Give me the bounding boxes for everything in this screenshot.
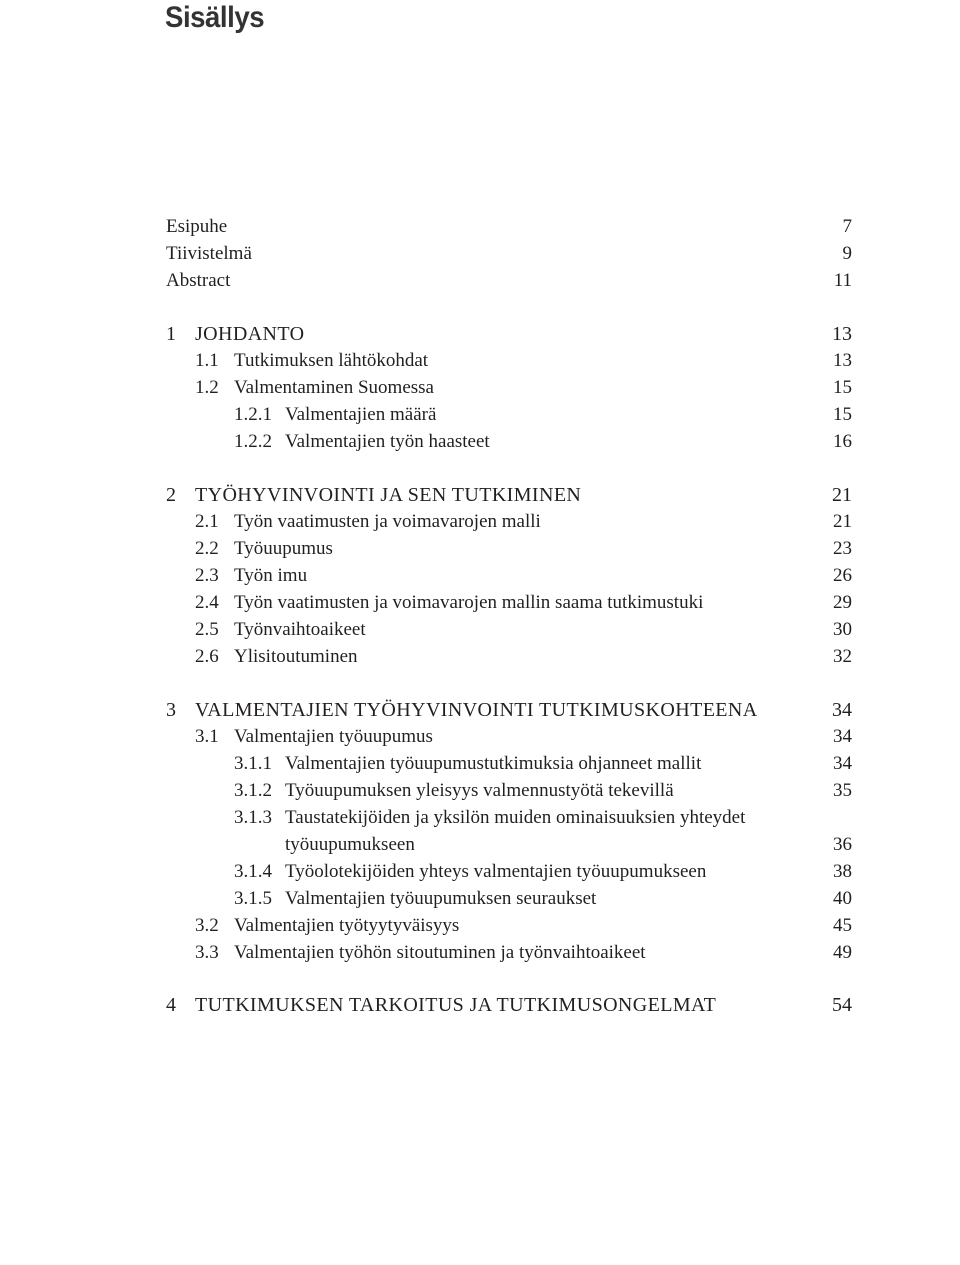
toc-entry-number: 2.3	[195, 565, 219, 586]
toc-entry-number: 3.1.3	[234, 807, 272, 828]
toc-entry-abstract[interactable]	[166, 268, 852, 294]
toc-entry-page: 21	[833, 511, 852, 532]
toc-entry-page: 9	[842, 243, 852, 264]
toc-entry-title: työuupumukseen	[285, 834, 415, 855]
toc-entry-number: 1.2	[195, 377, 219, 398]
toc-chapter-page: 54	[832, 994, 852, 1016]
toc-entry-page: 34	[833, 753, 852, 774]
toc-entry-3-1-3[interactable]	[166, 805, 852, 831]
toc-entry-page: 11	[833, 270, 852, 291]
toc-entry-page: 30	[833, 619, 852, 640]
toc-entry-page: 38	[833, 861, 852, 882]
toc-entry-2-5[interactable]	[166, 617, 852, 643]
toc-entry-3-1-5[interactable]	[166, 886, 852, 912]
toc-entry-page: 49	[833, 942, 852, 963]
toc-entry-title: Valmentajien työhön sitoutuminen ja työnvaihtoaikeet	[234, 942, 646, 963]
toc-entry-1-2-1[interactable]	[166, 402, 852, 428]
toc-entry-title: Valmentajien työn haasteet	[285, 431, 490, 452]
toc-entry-2-1[interactable]	[166, 509, 852, 535]
toc-entry-3-1[interactable]	[166, 724, 852, 750]
toc-entry-title: Valmentajien työuupumustutkimuksia ohjanneet mallit	[285, 753, 702, 774]
toc-entry-title: Abstract	[166, 270, 231, 291]
toc-entry-title: Valmentaminen Suomessa	[234, 377, 434, 398]
toc-entry-title: Työuupumus	[234, 538, 333, 559]
toc-chapter-number: 3	[166, 699, 176, 721]
toc-entry-page: 29	[833, 592, 852, 613]
toc-entry-number: 3.1	[195, 726, 219, 747]
toc-entry-tiivistelma[interactable]	[166, 241, 852, 267]
toc-entry-number: 1.1	[195, 350, 219, 371]
toc-entry-title: Taustatekijöiden ja yksilön muiden ominaisuuksien yhteydet	[285, 807, 746, 828]
toc-entry-title: Työn imu	[234, 565, 308, 586]
toc-entry-number: 1.2.1	[234, 404, 272, 425]
toc-entry-page: 13	[833, 350, 852, 371]
toc-entry-number: 2.5	[195, 619, 219, 640]
toc-entry-number: 1.2.2	[234, 431, 272, 452]
page-title: Sisällys	[165, 1, 265, 34]
toc-chapter-2[interactable]	[166, 482, 852, 508]
toc-entry-number: 2.1	[195, 511, 219, 532]
toc-entry-3-1-4[interactable]	[166, 859, 852, 885]
toc-entry-title: Työuupumuksen yleisyys valmennustyötä tekevillä	[285, 780, 674, 801]
toc-chapter-page: 34	[832, 699, 852, 721]
toc-entry-number: 2.2	[195, 538, 219, 559]
toc-entry-page: 15	[833, 404, 852, 425]
toc-entry-title: Tutkimuksen lähtökohdat	[234, 350, 429, 371]
toc-entry-title: Työn vaatimusten ja voimavarojen mallin saama tutkimustuki	[234, 592, 704, 613]
toc-entry-2-4[interactable]	[166, 590, 852, 616]
toc-chapter-4[interactable]	[166, 992, 852, 1018]
toc-entry-3-2[interactable]	[166, 913, 852, 939]
toc-entry-page: 23	[833, 538, 852, 559]
toc-entry-title: Tiivistelmä	[166, 243, 252, 264]
toc-chapter-title: TUTKIMUKSEN TARKOITUS JA TUTKIMUSONGELMAT	[195, 994, 717, 1016]
toc-entry-title: Ylisitoutuminen	[234, 646, 358, 667]
toc-chapter-title: TYÖHYVINVOINTI JA SEN TUTKIMINEN	[195, 484, 582, 506]
toc-chapter-page: 21	[832, 484, 852, 506]
toc-chapter-page: 13	[832, 323, 852, 345]
toc-entry-1-2[interactable]	[166, 375, 852, 401]
toc-chapter-title: VALMENTAJIEN TYÖHYVINVOINTI TUTKIMUSKOHTEENA	[195, 699, 758, 721]
toc-chapter-number: 4	[166, 994, 176, 1016]
toc-entry-title: Valmentajien määrä	[285, 404, 437, 425]
toc-entry-2-6[interactable]	[166, 644, 852, 670]
toc-entry-title: Työn vaatimusten ja voimavarojen malli	[234, 511, 541, 532]
toc-entry-number: 2.4	[195, 592, 219, 613]
toc-entry-1-2-2[interactable]	[166, 429, 852, 455]
toc-entry-page: 36	[833, 834, 852, 855]
toc-entry-3-3[interactable]	[166, 940, 852, 966]
toc-entry-page: 40	[833, 888, 852, 909]
toc-entry-number: 3.1.1	[234, 753, 272, 774]
toc-entry-number: 2.6	[195, 646, 219, 667]
toc-entry-1-1[interactable]	[166, 348, 852, 374]
toc-entry-number: 3.3	[195, 942, 219, 963]
toc-chapter-3[interactable]	[166, 697, 852, 723]
toc-chapter-title: JOHDANTO	[195, 323, 305, 345]
toc-chapter-1[interactable]	[166, 321, 852, 347]
toc-entry-number: 3.2	[195, 915, 219, 936]
toc-entry-3-1-2[interactable]	[166, 778, 852, 804]
toc-entry-title: Valmentajien työuupumus	[234, 726, 433, 747]
toc-entry-page: 16	[833, 431, 852, 452]
toc-entry-page: 35	[833, 780, 852, 801]
toc-entry-3-1-3-continued[interactable]	[166, 832, 852, 858]
toc-entry-page: 34	[833, 726, 852, 747]
toc-entry-number: 3.1.2	[234, 780, 272, 801]
toc-entry-3-1-1[interactable]	[166, 751, 852, 777]
toc-entry-page: 45	[833, 915, 852, 936]
toc-entry-page: 32	[833, 646, 852, 667]
toc-entry-page: 26	[833, 565, 852, 586]
toc-entry-title: Valmentajien työuupumuksen seuraukset	[285, 888, 597, 909]
toc-entry-page: 15	[833, 377, 852, 398]
toc-entry-title: Valmentajien työtyytyväisyys	[234, 915, 460, 936]
toc-entry-2-3[interactable]	[166, 563, 852, 589]
toc-entry-esipuhe[interactable]	[166, 214, 852, 240]
toc-entry-title: Esipuhe	[166, 216, 228, 237]
toc-chapter-number: 1	[166, 323, 176, 345]
toc-entry-number: 3.1.4	[234, 861, 272, 882]
toc-entry-2-2[interactable]	[166, 536, 852, 562]
toc-chapter-number: 2	[166, 484, 176, 506]
toc-entry-page: 7	[842, 216, 852, 237]
toc-entry-title: Työnvaihtoaikeet	[234, 619, 366, 640]
toc-entry-title: Työolotekijöiden yhteys valmentajien työuupumukseen	[285, 861, 707, 882]
toc-entry-number: 3.1.5	[234, 888, 272, 909]
